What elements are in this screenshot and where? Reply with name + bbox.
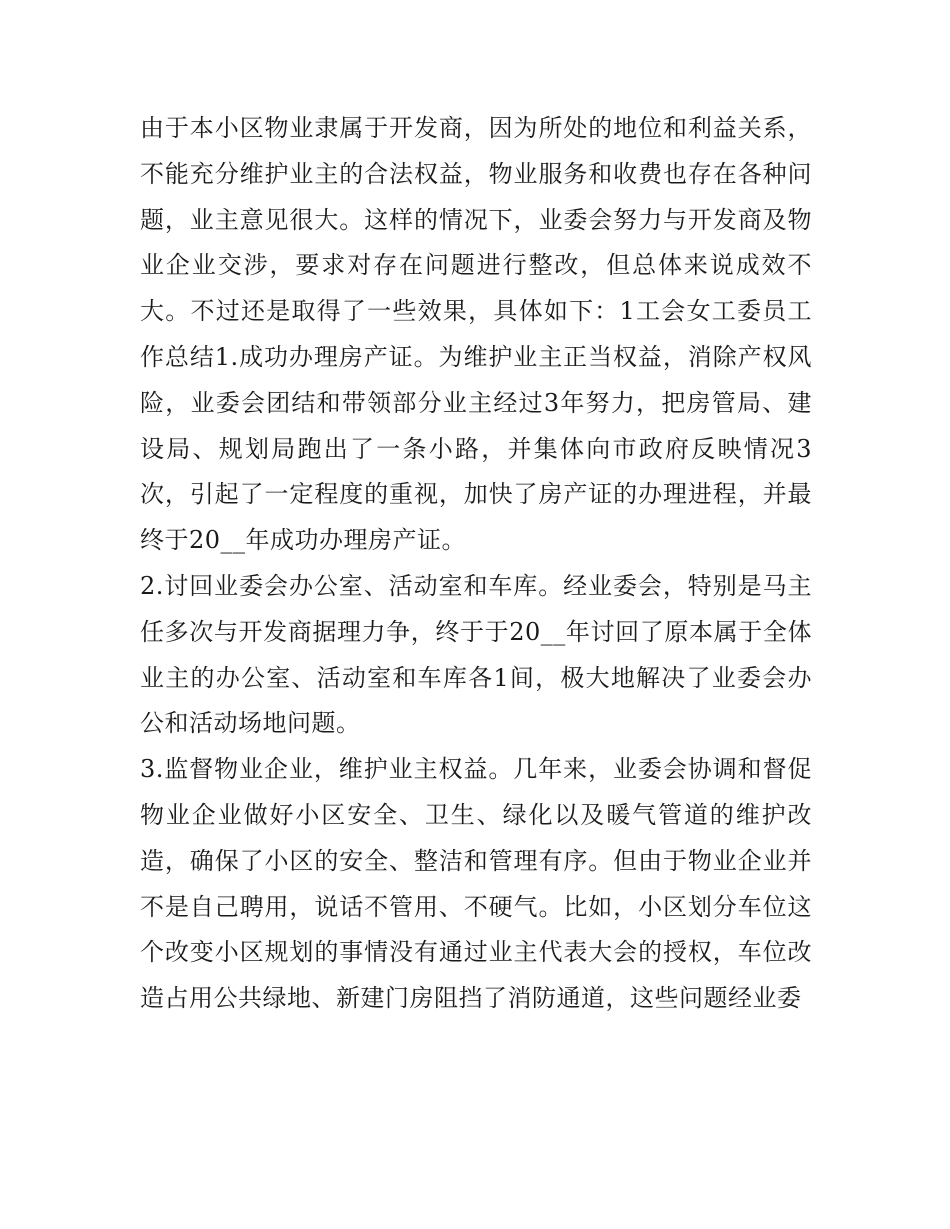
paragraph-2: 2.讨回业委会办公室、活动室和车库。经业委会，特别是马主任多次与开发商据理力争，终于于20__年讨回了原本属于全体业主的办公室、活动室和车库各1间，极大地解决了业委会办公和活动场地问题。: [140, 571, 812, 738]
paragraph-1: 由于本小区物业隶属于开发商，因为所处的地位和利益关系，不能充分维护业主的合法权益，物业服务和收费也存在各种问题，业主意见很大。这样的情况下，业委会努力与开发商及物业企业交涉，要求对存在问题进行整改，但总体来说成效不大。不过还是取得了一些效果，具体如下：1工会女工委员工作总结1.成功办理房产证。为维护业主正当权益，消除产权风险，业委会团结和带领部分业主经过3年努力，把房管局、建设局、规划局跑出了一条小路，并集体向市政府反映情况3次，引起了一定程度的重视，加快了房产证的办理进程，并最终于20__年成功办理房产证。: [140, 114, 812, 555]
paragraph-3: 3.监督物业企业，维护业主权益。几年来，业委会协调和督促物业企业做好小区安全、卫生、绿化以及暖气管道的维护改造，确保了小区的安全、整洁和管理有序。但由于物业企业并不是自己聘用，说话不管用、不硬气。比如，小区划分车位这个改变小区规划的事情没有通过业主代表大会的授权，车位改造占用公共绿地、新建门房阻挡了消防通道，这些问题经业委: [140, 755, 812, 1013]
document-body: [140, 106, 812, 1022]
